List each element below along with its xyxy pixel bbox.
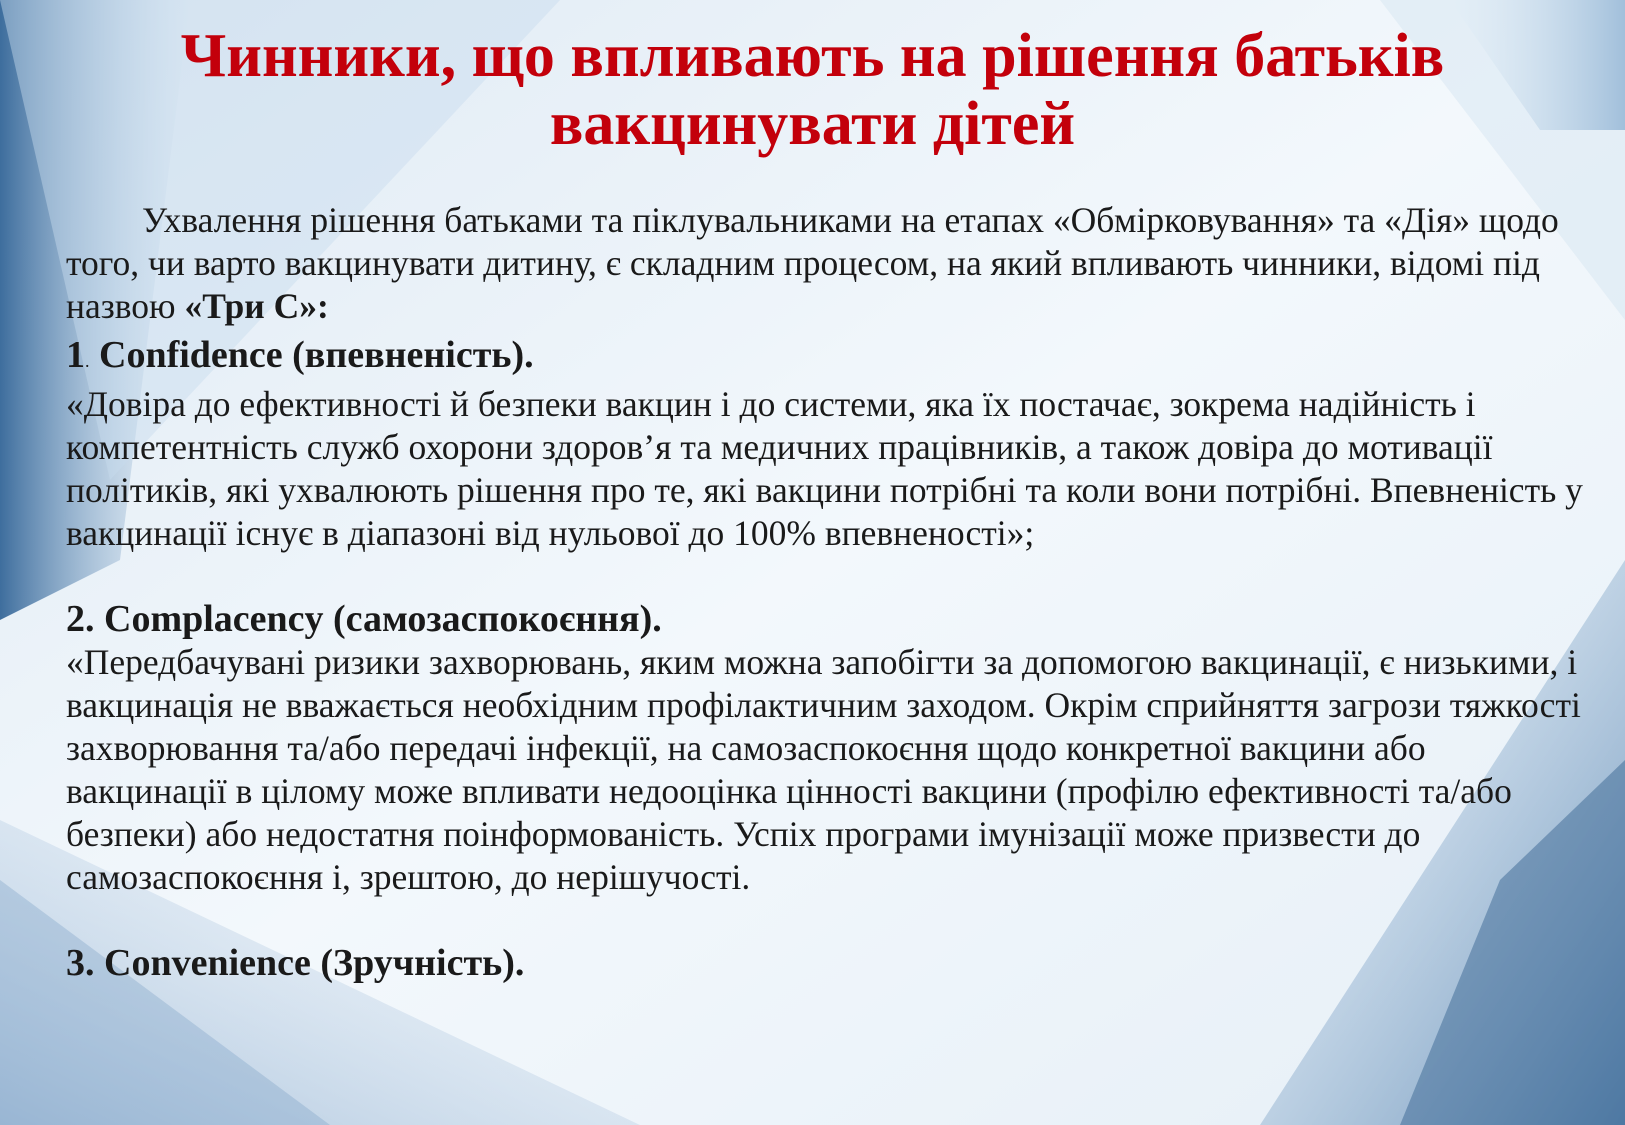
section-body-complacency: «Передбачувані ризики захворювань, яким можна запобігти за допомогою вакцинації, є низькими, і вакцинація не вважається необхідним профілактичним заходом. Окрім сприйняття загрози тяжкості захворювання та/або передачі інфекції, на самозаспокоєння щодо конкретної вакцини або вакцинації в цілому може впливати недооцінка цінності вакцини (профілю ефективності та/або безпеки) або недостатня поінформованість. Успіх програми імунізації може призвести до самозаспокоєння і, зрештою, до нерішучості. <box>66 642 1581 897</box>
section-body-confidence: «Довіра до ефективності й безпеки вакцин і до системи, яка їх постачає, зокрема надійність і компетентність служб охорони здоров’я та медичних працівників, а також довіра до мотивації політиків, які ухвалюють рішення про те, які вакцини потрібні та коли вони потрібні. Впевненість у вакцинації існує в діапазоні від нульової до 100% впевненості»; <box>66 384 1583 553</box>
section-number: 1 <box>66 334 85 376</box>
section-title: Confidence (впевненість). <box>89 334 534 376</box>
section-separator: . <box>85 942 95 984</box>
section-title: Complacency (самозаспокоєння). <box>94 598 662 640</box>
page-title <box>60 22 1565 158</box>
section-heading-convenience <box>66 942 1586 985</box>
section-heading-complacency <box>66 598 1586 641</box>
intro-paragraph <box>66 199 1586 328</box>
section-number: 3 <box>66 942 85 984</box>
section-separator: . <box>85 598 95 640</box>
title-line-1: Чинники, що впливають на рішення батьків <box>180 22 1445 90</box>
section-title: Convenience (Зручність). <box>94 942 525 984</box>
intro-emphasis: «Три С»: <box>184 286 329 326</box>
section-heading-confidence <box>66 334 1586 383</box>
intro-text: Ухвалення рішення батьками та піклувальниками на етапах «Обмірковування» та «Дія» щодо того, чи варто вакцинувати дитину, є складним процесом, на який впливають чинники, відомі під назвою <box>66 200 1559 326</box>
title-line-2: вакцинувати дітей <box>549 90 1076 158</box>
section-separator: . <box>85 351 90 371</box>
section-number: 2 <box>66 598 85 640</box>
content-body <box>66 199 1586 985</box>
